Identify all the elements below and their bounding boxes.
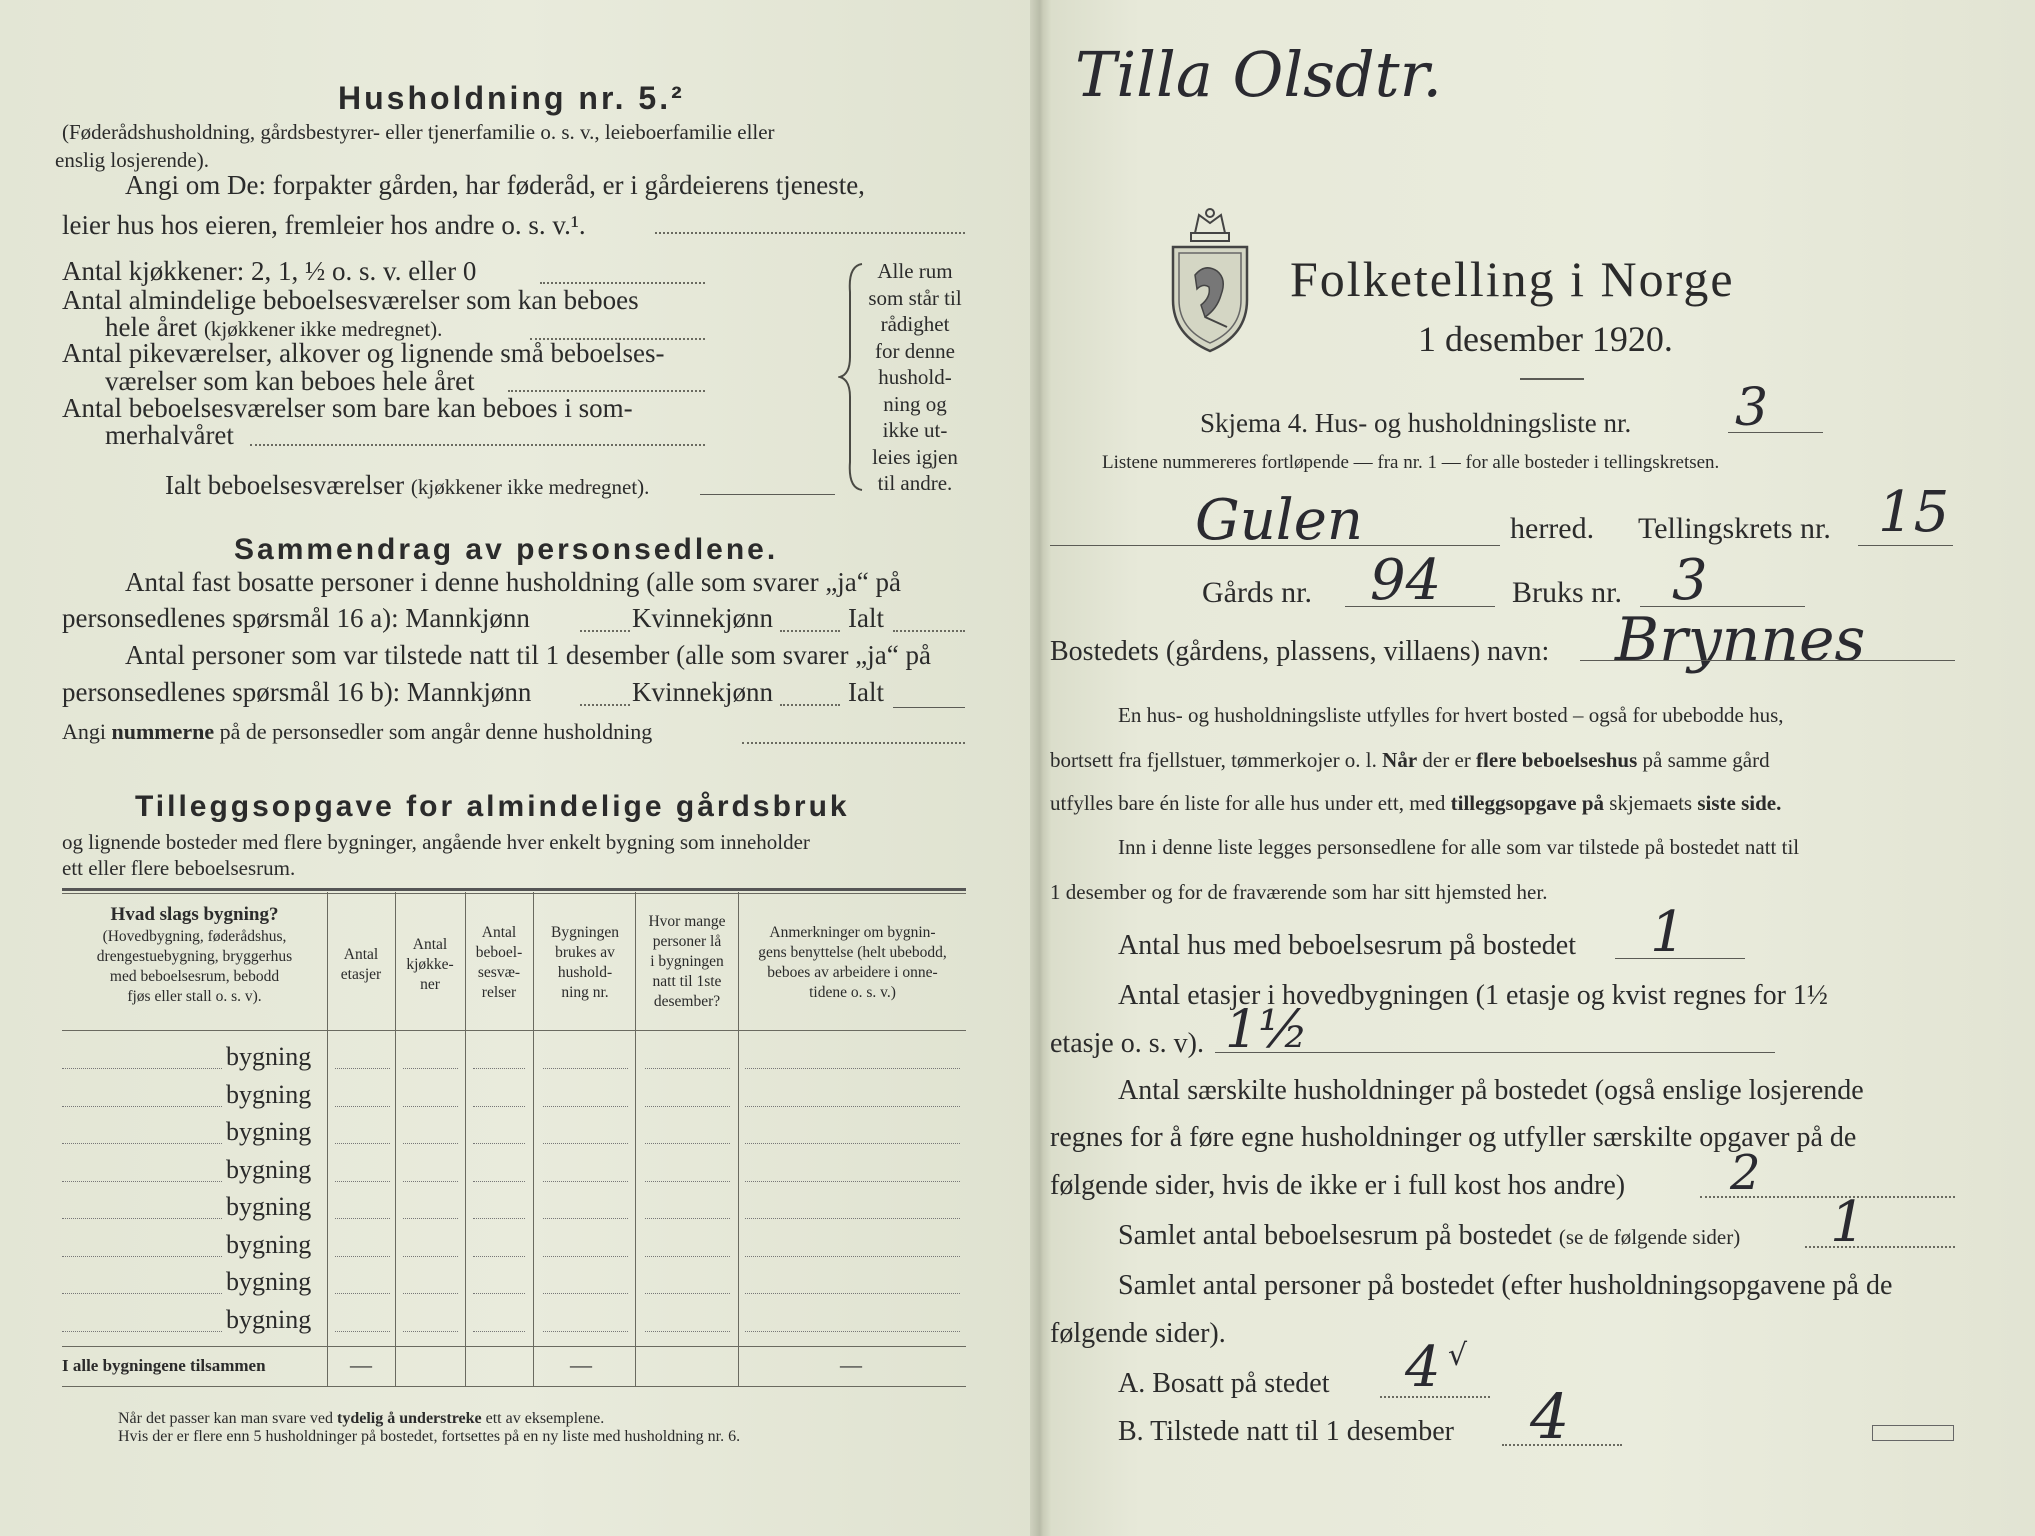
skjema-value: 3 [1735,378,1769,438]
bosatt-value: 4 [1405,1335,1441,1400]
table-cell [543,1331,628,1332]
handwritten-name: Tilla Olsdtr. [1075,38,1443,111]
kjokkener-label: Antal kjøkkener: 2, 1, ½ o. s. v. eller 0 [62,256,477,286]
table-header-rule [62,1030,966,1031]
nummerne-line [62,719,652,745]
table-cell [745,1331,960,1332]
pers-line-1: Samlet antal personer på bostedet (efter husholdningsopgavene på de [1118,1270,1893,1301]
para1-3d: siste side. [1697,791,1782,815]
table-cell [335,1293,390,1294]
para1-3b: tilleggsopgave på [1450,791,1605,815]
brace-note-line: rådighet [880,312,950,336]
hus-value: 1 [1650,900,1686,965]
header-bygning-sub: (Hovedbygning, føderådshus, [102,928,287,945]
row-label-dots [62,1293,222,1294]
etasjer-value: 1½ [1225,1000,1309,1060]
footnote-1c: ett av eksemplene. [485,1410,605,1427]
sommer-line-2: merhalvåret [105,420,234,450]
angi-line-1: Angi om De: forpakter gården, har føderåd, er i gårdeierens tjeneste, [125,170,865,200]
table-cell [335,1181,390,1182]
brace-note-line: for denne [875,338,955,363]
table-cell [645,1218,730,1219]
nummerne-answer-line [742,742,965,744]
page-fold [1030,0,1052,1536]
table-cell [645,1181,730,1182]
tilstede-kvinne-line [780,704,840,706]
table-col-divider [533,892,534,1387]
table-cell [473,1331,525,1332]
table-cell [645,1106,730,1107]
ialt-answer-line [700,494,835,495]
fast-line-2c: Ialt [848,603,884,633]
brace-note-line: ikke ut- [882,418,948,442]
tilstede-mann-line [580,704,630,706]
table-cell [645,1068,730,1069]
header-kjokkener-line: Antal [412,936,448,953]
tilstede-label: B. Tilstede natt til 1 desember [1118,1416,1454,1447]
printer-stamp [1872,1425,1954,1441]
tillegg-line-2: ett eller flere beboelsesrum. [62,856,296,880]
brace-note-line: hushold- [878,365,952,389]
table-bottom-rule [62,1386,966,1387]
table-cell [473,1181,525,1182]
fast-mann-line [580,630,630,632]
herred-label: herred. [1510,512,1595,545]
census-date: 1 desember 1920. [1418,319,1673,359]
table-cell [543,1068,628,1069]
table-cell [543,1106,628,1107]
header-bygning-title: Hvad slags bygning? [110,904,279,925]
tillegg-line-1: og lignende bosteder med flere bygninger, angående hver enkelt bygning som inneholder [62,830,810,854]
header-bygning-sub: med beboelsesrum, bebodd [109,968,280,985]
fast-kvinne-line [780,630,840,632]
herred-value: Gulen [1195,488,1363,553]
para1-3a: utfylles bare én liste for alle hus under ett, med [1050,791,1446,815]
header-brukes-line: ning nr. [561,984,609,1001]
table-cell [745,1293,960,1294]
bosted-value: Brynnes [1615,605,1866,675]
footnote-1a: Når det passer kan man svare ved [118,1410,334,1427]
header-vaerelser [465,923,533,1003]
etasjer-line-2: etasje o. s. v). [1050,1028,1204,1059]
krets-value: 15 [1878,480,1950,545]
header-personer-line: personer lå [652,933,722,950]
bosted-label: Bostedets (gårdens, plassens, villaens) navn: [1050,636,1550,667]
row-label-dots [62,1143,222,1144]
para1-line-2 [1050,748,1770,773]
table-cell [473,1293,525,1294]
fast-ialt-line [893,630,965,632]
header-personer [636,912,738,1012]
brace-note-line: leies igjen [872,444,958,469]
census-title: Folketelling i Norge [1290,251,1735,307]
footnote-1 [118,1410,604,1428]
row-label-dots [62,1106,222,1107]
total-dash-anm: — [840,1352,862,1377]
household-subtitle-1: (Føderådshusholdning, gårdsbestyrer- eller tjenerfamilie o. s. v., leieboerfamilie eller [62,120,775,144]
table-row-label: bygning [226,1079,312,1109]
skjema-answer-line [1728,432,1823,433]
header-vaerelser-line: sesvæ- [477,964,521,981]
para1-line-3 [1050,791,1781,816]
brace-note [860,258,970,497]
table-row-label: bygning [226,1154,312,1184]
header-vaerelser-line: relser [481,984,517,1001]
header-bygning-sub: fjøs eller stall o. s. v). [127,988,262,1005]
bosatt-check: √ [1448,1338,1468,1373]
hush-answer-line [1700,1196,1955,1198]
table-cell [403,1218,458,1219]
bosted-answer-line [1580,660,1955,661]
tilstede-line-2c: Ialt [848,677,884,707]
table-cell [543,1293,628,1294]
table-cell [543,1143,628,1144]
angi-answer-line [655,232,965,234]
header-etasjer-line: etasjer [340,966,382,983]
pers-line-2: følgende sider). [1050,1318,1226,1349]
table-cell [335,1106,390,1107]
table-row-label: bygning [226,1304,312,1334]
footnote-2: Hvis der er flere enn 5 husholdninger på bostedet, fortsettes på en ny liste med husholdning nr. 6. [118,1428,741,1445]
para1-3c: skjemaets [1609,791,1693,815]
tilstede-line-2a: personsedlenes spørsmål 16 b): Mannkjønn [62,677,532,707]
para1-2d: flere beboelseshus [1476,748,1638,772]
table-cell [745,1256,960,1257]
brace-note-line: Alle rum [877,259,953,283]
table-row-label: bygning [226,1042,312,1071]
rum-line [1118,1220,1740,1252]
tilstede-ialt-line [893,707,965,708]
table-cell [473,1143,525,1144]
fast-line-2a: personsedlenes spørsmål 16 a): Mannkjønn [62,603,530,633]
pike-line-2: værelser som kan beboes hele året [105,366,475,396]
gards-label: Gårds nr. [1202,576,1312,609]
table-top-rule [62,888,966,891]
herred-answer-line [1050,545,1500,546]
para1-2c: der er [1422,748,1471,772]
title-rule [1520,378,1584,380]
tilstede-line-2b: Kvinnekjønn [632,677,773,707]
gards-answer-line [1345,606,1495,607]
table-cell [403,1293,458,1294]
table-cell [645,1143,730,1144]
fast-line-1: Antal fast bosatte personer i denne husholdning (alle som svarer „ja“ på [125,567,901,597]
header-kjokkener [395,935,465,995]
pike-answer-line [508,390,705,392]
hus-answer-line [1615,958,1745,959]
brace-note-line: ning og [883,391,947,416]
sammendrag-title: Sammendrag av personsedlene. [234,533,779,566]
row-label-dots [62,1181,222,1182]
table-row-label: bygning [226,1229,312,1259]
para1-line-1: En hus- og husholdningsliste utfylles for hvert bosted – også for ubebodde hus, [1118,703,1784,727]
table-cell [335,1256,390,1257]
header-vaerelser-line: beboel- [475,944,523,961]
para1-2b: Når [1382,748,1418,772]
ialt-rooms-label: Ialt beboelsesværelser [165,470,405,500]
coat-of-arms-icon [1165,205,1255,355]
table-cell [745,1181,960,1182]
header-anm-line: tidene o. s. v.) [809,984,896,1001]
table-cell [645,1331,730,1332]
sommer-line-1: Antal beboelsesværelser som bare kan beboes i som- [62,393,633,423]
header-anm-line: Anmerkninger om bygnin- [769,924,936,941]
table-cell [473,1256,525,1257]
header-personer-line: Hvor mange [648,913,726,930]
header-personer-line: natt til 1ste [652,973,722,990]
nummerne-b: nummerne [111,719,215,744]
table-cell [645,1293,730,1294]
krets-label: Tellingskrets nr. [1638,512,1831,545]
hush-line-3: følgende sider, hvis de ikke er i full kost hos andre) [1050,1170,1626,1201]
table-cell [645,1256,730,1257]
bosatt-label: A. Bosatt på stedet [1118,1368,1330,1399]
tilstede-answer-line [1502,1444,1622,1446]
alm-line-2-text: hele året [105,312,198,342]
header-kjokkener-line: kjøkke- [406,956,454,973]
row-label-dots [62,1218,222,1219]
table-cell [745,1143,960,1144]
brace-note-line: som står til [868,285,962,310]
header-etasjer-line: Antal [343,946,379,963]
hush-line-2: regnes for å føre egne husholdninger og utfyller særskilte opgaver på de [1050,1122,1857,1153]
table-cell [403,1068,458,1069]
tilstede-line-1: Antal personer som var tilstede natt til 1 desember (alle som svarer „ja“ på [125,640,931,670]
table-cell [403,1181,458,1182]
ialt-rooms-note: (kjøkkener ikke medregnet). [410,475,650,499]
table-top-rule-2 [62,893,966,894]
household-title: Husholdning nr. 5.² [338,80,685,116]
pike-line-1: Antal pikeværelser, alkover og lignende små beboelses- [62,338,665,368]
header-kjokkener-line: ner [420,976,440,993]
table-cell [335,1068,390,1069]
header-brukes [535,923,635,1003]
para1-2e: på samme gård [1642,748,1770,772]
table-row-label: bygning [226,1192,312,1221]
etasjer-line-1: Antal etasjer i hovedbygningen (1 etasje og kvist regnes for 1½ [1118,980,1828,1011]
table-cell [473,1068,525,1069]
angi-line-2: leier hus hos eieren, fremleier hos andre o. s. v.¹. [62,210,586,240]
table-cell [335,1331,390,1332]
table-cell [543,1181,628,1182]
total-label: I alle bygningene tilsammen [62,1356,266,1375]
table-cell [745,1218,960,1219]
nummerne-c: på de personsedler som angår denne husholdning [219,719,653,744]
table-cell [473,1106,525,1107]
row-label-dots [62,1068,222,1069]
brace-note-line: til andre. [877,471,953,495]
table-cell [403,1331,458,1332]
rum-answer-line [1805,1246,1955,1248]
header-personer-line: desember? [653,993,721,1010]
header-vaerelser-line: Antal [481,924,517,941]
tilstede-value: 4 [1530,1380,1570,1453]
table-row-label: bygning [226,1267,312,1296]
header-etasjer [327,945,395,985]
table-cell [335,1218,390,1219]
header-anmerkninger [739,923,966,1003]
gards-value: 94 [1370,548,1442,613]
bosatt-answer-line [1380,1396,1490,1398]
table-cell [745,1106,960,1107]
table-cell [403,1143,458,1144]
para2-line-1: Inn i denne liste legges personsedlene for alle som var tilstede på bostedet natt til [1118,835,1800,859]
table-cell [543,1256,628,1257]
row-label-dots [62,1331,222,1332]
table-row-label: bygning [226,1117,312,1146]
listene-note: Listene nummereres fortløpende — fra nr. 1 — for alle bosteder i tellingskretsen. [1102,452,1720,473]
table-cell [745,1068,960,1069]
para1-2a: bortsett fra fjellstuer, tømmerkojer o. l. [1050,748,1377,772]
row-label-dots [62,1256,222,1257]
alm-note: (kjøkkener ikke medregnet). [203,317,443,341]
table-cell [403,1106,458,1107]
total-dash-etasjer: — [350,1352,372,1377]
tillegg-title: Tilleggsopgave for almindelige gårdsbruk [135,790,850,823]
table-cell [403,1256,458,1257]
rum-note: (se de følgende sider) [1558,1225,1741,1249]
nummerne-a: Angi [62,719,106,744]
ialt-rooms [165,470,649,501]
fast-line-2b: Kvinnekjønn [632,603,773,633]
kjokkener-answer-line [540,282,705,284]
header-brukes-line: hushold- [557,964,613,981]
bruks-label: Bruks nr. [1512,576,1623,609]
krets-answer-line [1858,545,1953,546]
table-total-rule [62,1346,966,1347]
hush-value: 2 [1730,1145,1761,1201]
alm-line-1: Antal almindelige beboelsesværelser som kan beboes [62,285,639,315]
footnote-1b: tydelig å understreke [337,1410,482,1427]
para2-line-2: 1 desember og for de fraværende som har sitt hjemsted her. [1050,880,1548,904]
etasjer-answer-line [1215,1052,1775,1053]
rum-value: 1 [1830,1190,1866,1255]
header-anm-line: beboes av arbeidere i onne- [767,964,938,981]
hus-label: Antal hus med beboelsesrum på bostedet [1118,930,1577,961]
header-brukes-line: brukes av [555,944,615,961]
table-cell [335,1143,390,1144]
header-personer-line: i bygningen [650,953,724,970]
hush-line-1: Antal særskilte husholdninger på bostedet (også enslige losjerende [1118,1075,1864,1106]
header-anm-line: gens benyttelse (helt ubebodd, [758,944,947,961]
table-cell [473,1218,525,1219]
table-cell [543,1218,628,1219]
total-dash-brukes: — [570,1352,592,1377]
skjema-label: Skjema 4. Hus- og husholdningsliste nr. [1200,408,1632,438]
header-bygning-sub: drengestuebygning, bryggerhus [96,948,293,965]
header-bygning [62,905,327,1007]
sommer-answer-line [250,444,705,446]
rum-label: Samlet antal beboelsesrum på bostedet [1118,1220,1552,1251]
bruks-value: 3 [1672,548,1708,613]
header-brukes-line: Bygningen [550,924,620,941]
household-subtitle-2: enslig losjerende). [55,148,209,172]
